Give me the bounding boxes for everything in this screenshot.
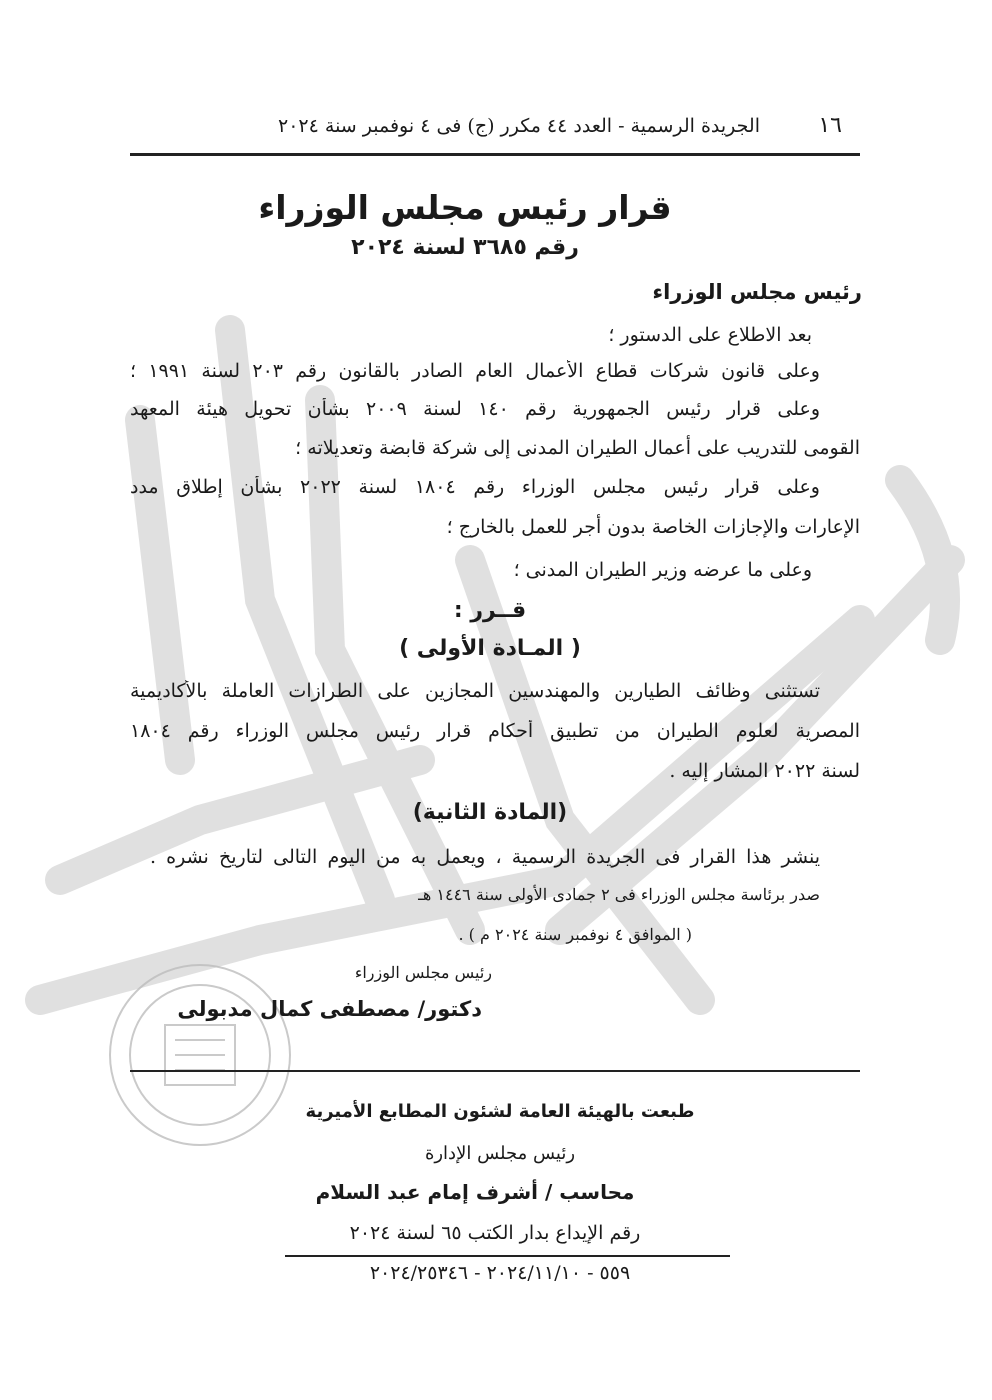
page-header (130, 103, 860, 143)
header-rule (130, 153, 860, 156)
article-1-line: لسنة ٢٠٢٢ المشار إليه . (669, 760, 860, 782)
publication-line: الجريدة الرسمية - العدد ٤٤ مكرر (ج) فى ٤ نوفمبر سنة ٢٠٢٤ (278, 115, 760, 137)
hijri-gregorian-date: ( الموافق ٤ نوفمبر سنة ٢٠٢٤ م ) . (458, 925, 692, 944)
page-number: ١٦ (818, 113, 842, 138)
watermark-stroke (560, 560, 950, 930)
decree-title: قرار رئيس مجلس الوزراء (258, 188, 672, 227)
chairman-name: محاسب / أشرف إمام عبد السلام (315, 1180, 635, 1204)
preamble-line: وعلى قانون شركات قطاع الأعمال العام الصادر بالقانون رقم ٢٠٣ لسنة ١٩٩١ ؛ (130, 360, 820, 382)
printer-line: طبعت بالهيئة العامة لشئون المطابع الأميرية (305, 1101, 695, 1122)
preamble-line: وعلى قرار رئيس الجمهورية رقم ١٤٠ لسنة ٢٠٠٩ بشأن تحويل هيئة المعهد (130, 398, 820, 420)
watermark-stroke (900, 480, 945, 640)
preamble-line: بعد الاطلاع على الدستور ؛ (608, 324, 812, 346)
board-title: رئيس مجلس الإدارة (424, 1143, 576, 1164)
deposit-number: رقم الإيداع بدار الكتب ٦٥ لسنة ٢٠٢٤ (349, 1222, 641, 1244)
watermark-stroke (140, 420, 180, 760)
printing-office-seal (110, 965, 290, 1145)
issued-at: صدر برئاسة مجلس الوزراء فى ٢ جمادى الأولى سنة ١٤٤٦ هـ (418, 885, 820, 904)
issuer-heading: رئيس مجلس الوزراء (652, 280, 862, 304)
preamble-line: وعلى ما عرضه وزير الطيران المدنى ؛ (513, 559, 812, 581)
footer-rule (130, 1070, 860, 1072)
resolved-heading: قــرر : (453, 598, 527, 623)
serial-number: ٥٥٩ - ٢٠٢٤/١١/١٠ - ٢٠٢٤/٢٥٣٤٦ (369, 1262, 631, 1284)
signature-name: دكتور/ مصطفى كمال مدبولى (177, 997, 482, 1021)
article-1-heading: ( المـادة الأولى ) (399, 636, 581, 661)
preamble-line: وعلى قرار رئيس مجلس الوزراء رقم ١٨٠٤ لسنة ٢٠٢٢ بشأن إطلاق مدد (130, 476, 820, 498)
signature-title: رئيس مجلس الوزراء (354, 963, 492, 982)
article-2-heading: (المادة الثانية) (412, 800, 568, 825)
article-2-text: ينشر هذا القرار فى الجريدة الرسمية ، ويعمل به من اليوم التالى لتاريخ نشره . (150, 846, 820, 868)
preamble-line: الإعارات والإجازات الخاصة بدون أجر للعمل بالخارج ؛ (446, 516, 860, 538)
deposit-rule (285, 1255, 730, 1257)
preamble-line: القومى للتدريب على أعمال الطيران المدنى إلى شركة قابضة وتعديلاته ؛ (295, 437, 860, 459)
decree-number: رقم ٣٦٨٥ لسنة ٢٠٢٤ (351, 235, 579, 260)
article-1-line: المصرية لعلوم الطيران من تطبيق أحكام قرار رئيس مجلس الوزراء رقم ١٨٠٤ (130, 720, 860, 742)
article-1-line: تستثنى وظائف الطيارين والمهندسين المجازين على الطرازات العاملة بالأكاديمية (130, 680, 820, 702)
